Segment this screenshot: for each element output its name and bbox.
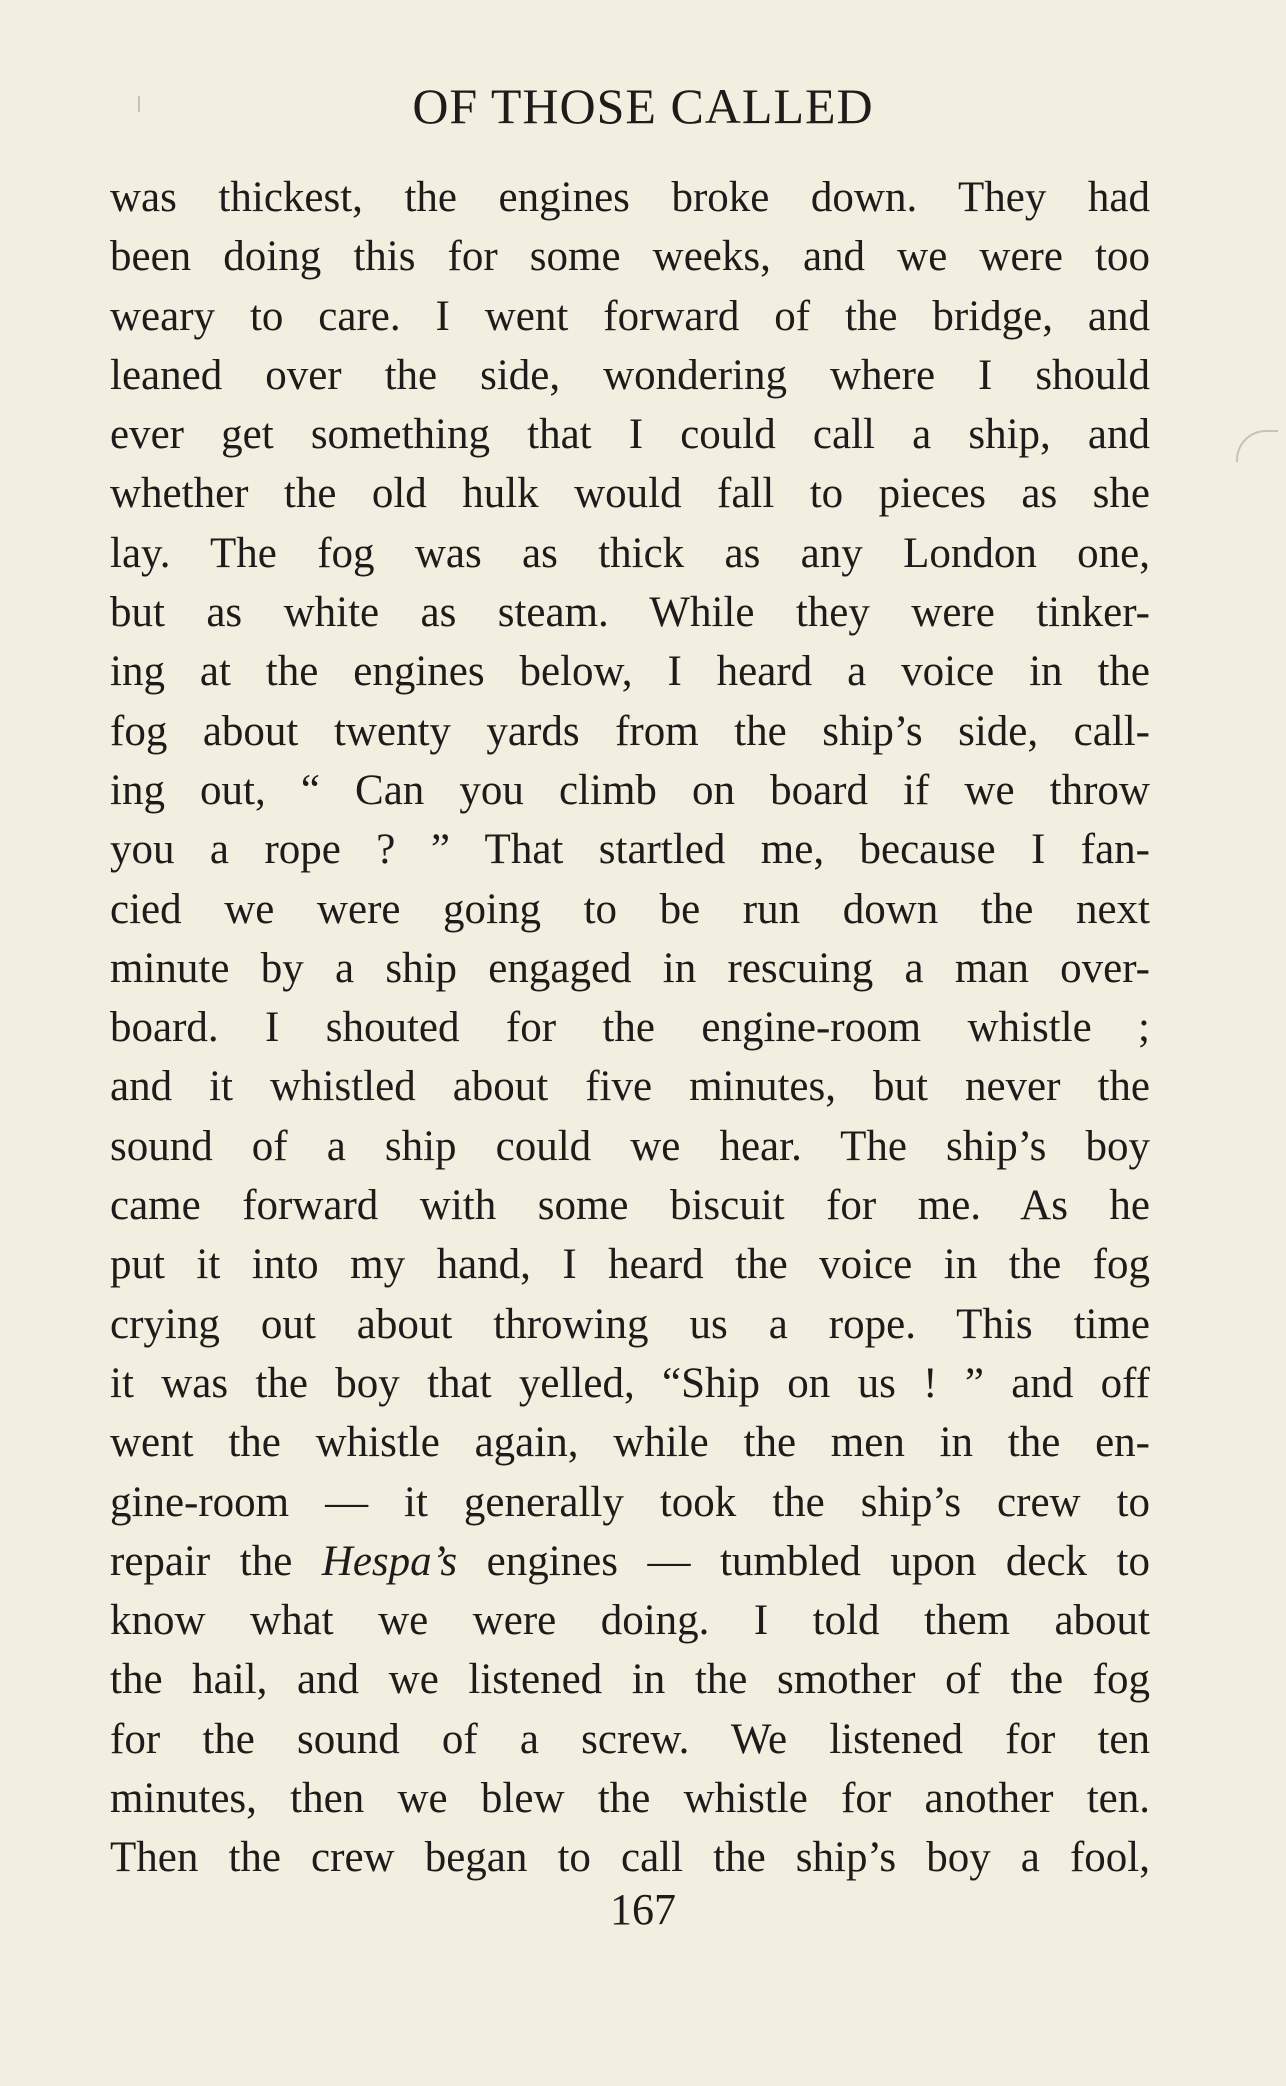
- text-line: fog about twenty yards from the ship’s side, call-: [110, 707, 1150, 755]
- page-number: 167: [610, 1885, 676, 1934]
- text-line: the hail, and we listened in the smother of the fog: [110, 1656, 1150, 1704]
- text-segment: repair the: [110, 1537, 322, 1585]
- text-line: you a rope ? ” That startled me, because I fan-: [110, 826, 1150, 874]
- text-line: went the whistle again, while the men in the en-: [110, 1419, 1150, 1467]
- margin-pencil-mark: [1236, 430, 1278, 462]
- text-line: minutes, then we blew the whistle for another ten.: [110, 1775, 1150, 1823]
- text-segment: engines — tumbled upon deck to: [457, 1537, 1150, 1585]
- text-line: know what we were doing. I told them about: [110, 1597, 1150, 1645]
- text-line: cied we were going to be run down the next: [110, 885, 1150, 933]
- text-line: leaned over the side, wondering where I should: [110, 351, 1150, 399]
- text-line: gine-room — it generally took the ship’s crew to: [110, 1478, 1150, 1526]
- running-head: OF THOSE CALLED: [412, 78, 874, 134]
- text-line: Then the crew began to call the ship’s boy a fool,: [110, 1834, 1150, 1882]
- text-line: for the sound of a screw. We listened for ten: [110, 1715, 1150, 1763]
- text-line: was thickest, the engines broke down. They had: [110, 174, 1150, 221]
- text-line-with-italic: [110, 1532, 1150, 1591]
- text-line: weary to care. I went forward of the bridge, and: [110, 292, 1150, 340]
- text-line: been doing this for some weeks, and we were too: [110, 233, 1150, 281]
- text-line: sound of a ship could we hear. The ship’s boy: [110, 1122, 1150, 1170]
- text-line: and it whistled about five minutes, but never the: [110, 1063, 1150, 1111]
- text-line: lay. The fog was as thick as any London one,: [110, 529, 1150, 577]
- text-line: ever get something that I could call a ship, and: [110, 411, 1150, 459]
- ship-name-italic: Hespa’s: [321, 1537, 458, 1585]
- text-line: ing at the engines below, I heard a voice in the: [110, 648, 1150, 696]
- text-line: whether the old hulk would fall to pieces as she: [110, 470, 1150, 518]
- text-line: put it into my hand, I heard the voice in the fog: [110, 1241, 1150, 1289]
- body-text: [110, 168, 1150, 1888]
- text-line: but as white as steam. While they were tinker-: [110, 589, 1150, 637]
- text-line: minute by a ship engaged in rescuing a man over-: [110, 944, 1150, 992]
- text-line: board. I shouted for the engine-room whistle ;: [110, 1004, 1150, 1052]
- text-line: ing out, “ Can you climb on board if we throw: [110, 766, 1150, 814]
- text-line: came forward with some biscuit for me. As he: [110, 1182, 1150, 1230]
- text-line: crying out about throwing us a rope. This time: [110, 1300, 1150, 1348]
- text-line: it was the boy that yelled, “Ship on us ! ” and off: [110, 1359, 1150, 1407]
